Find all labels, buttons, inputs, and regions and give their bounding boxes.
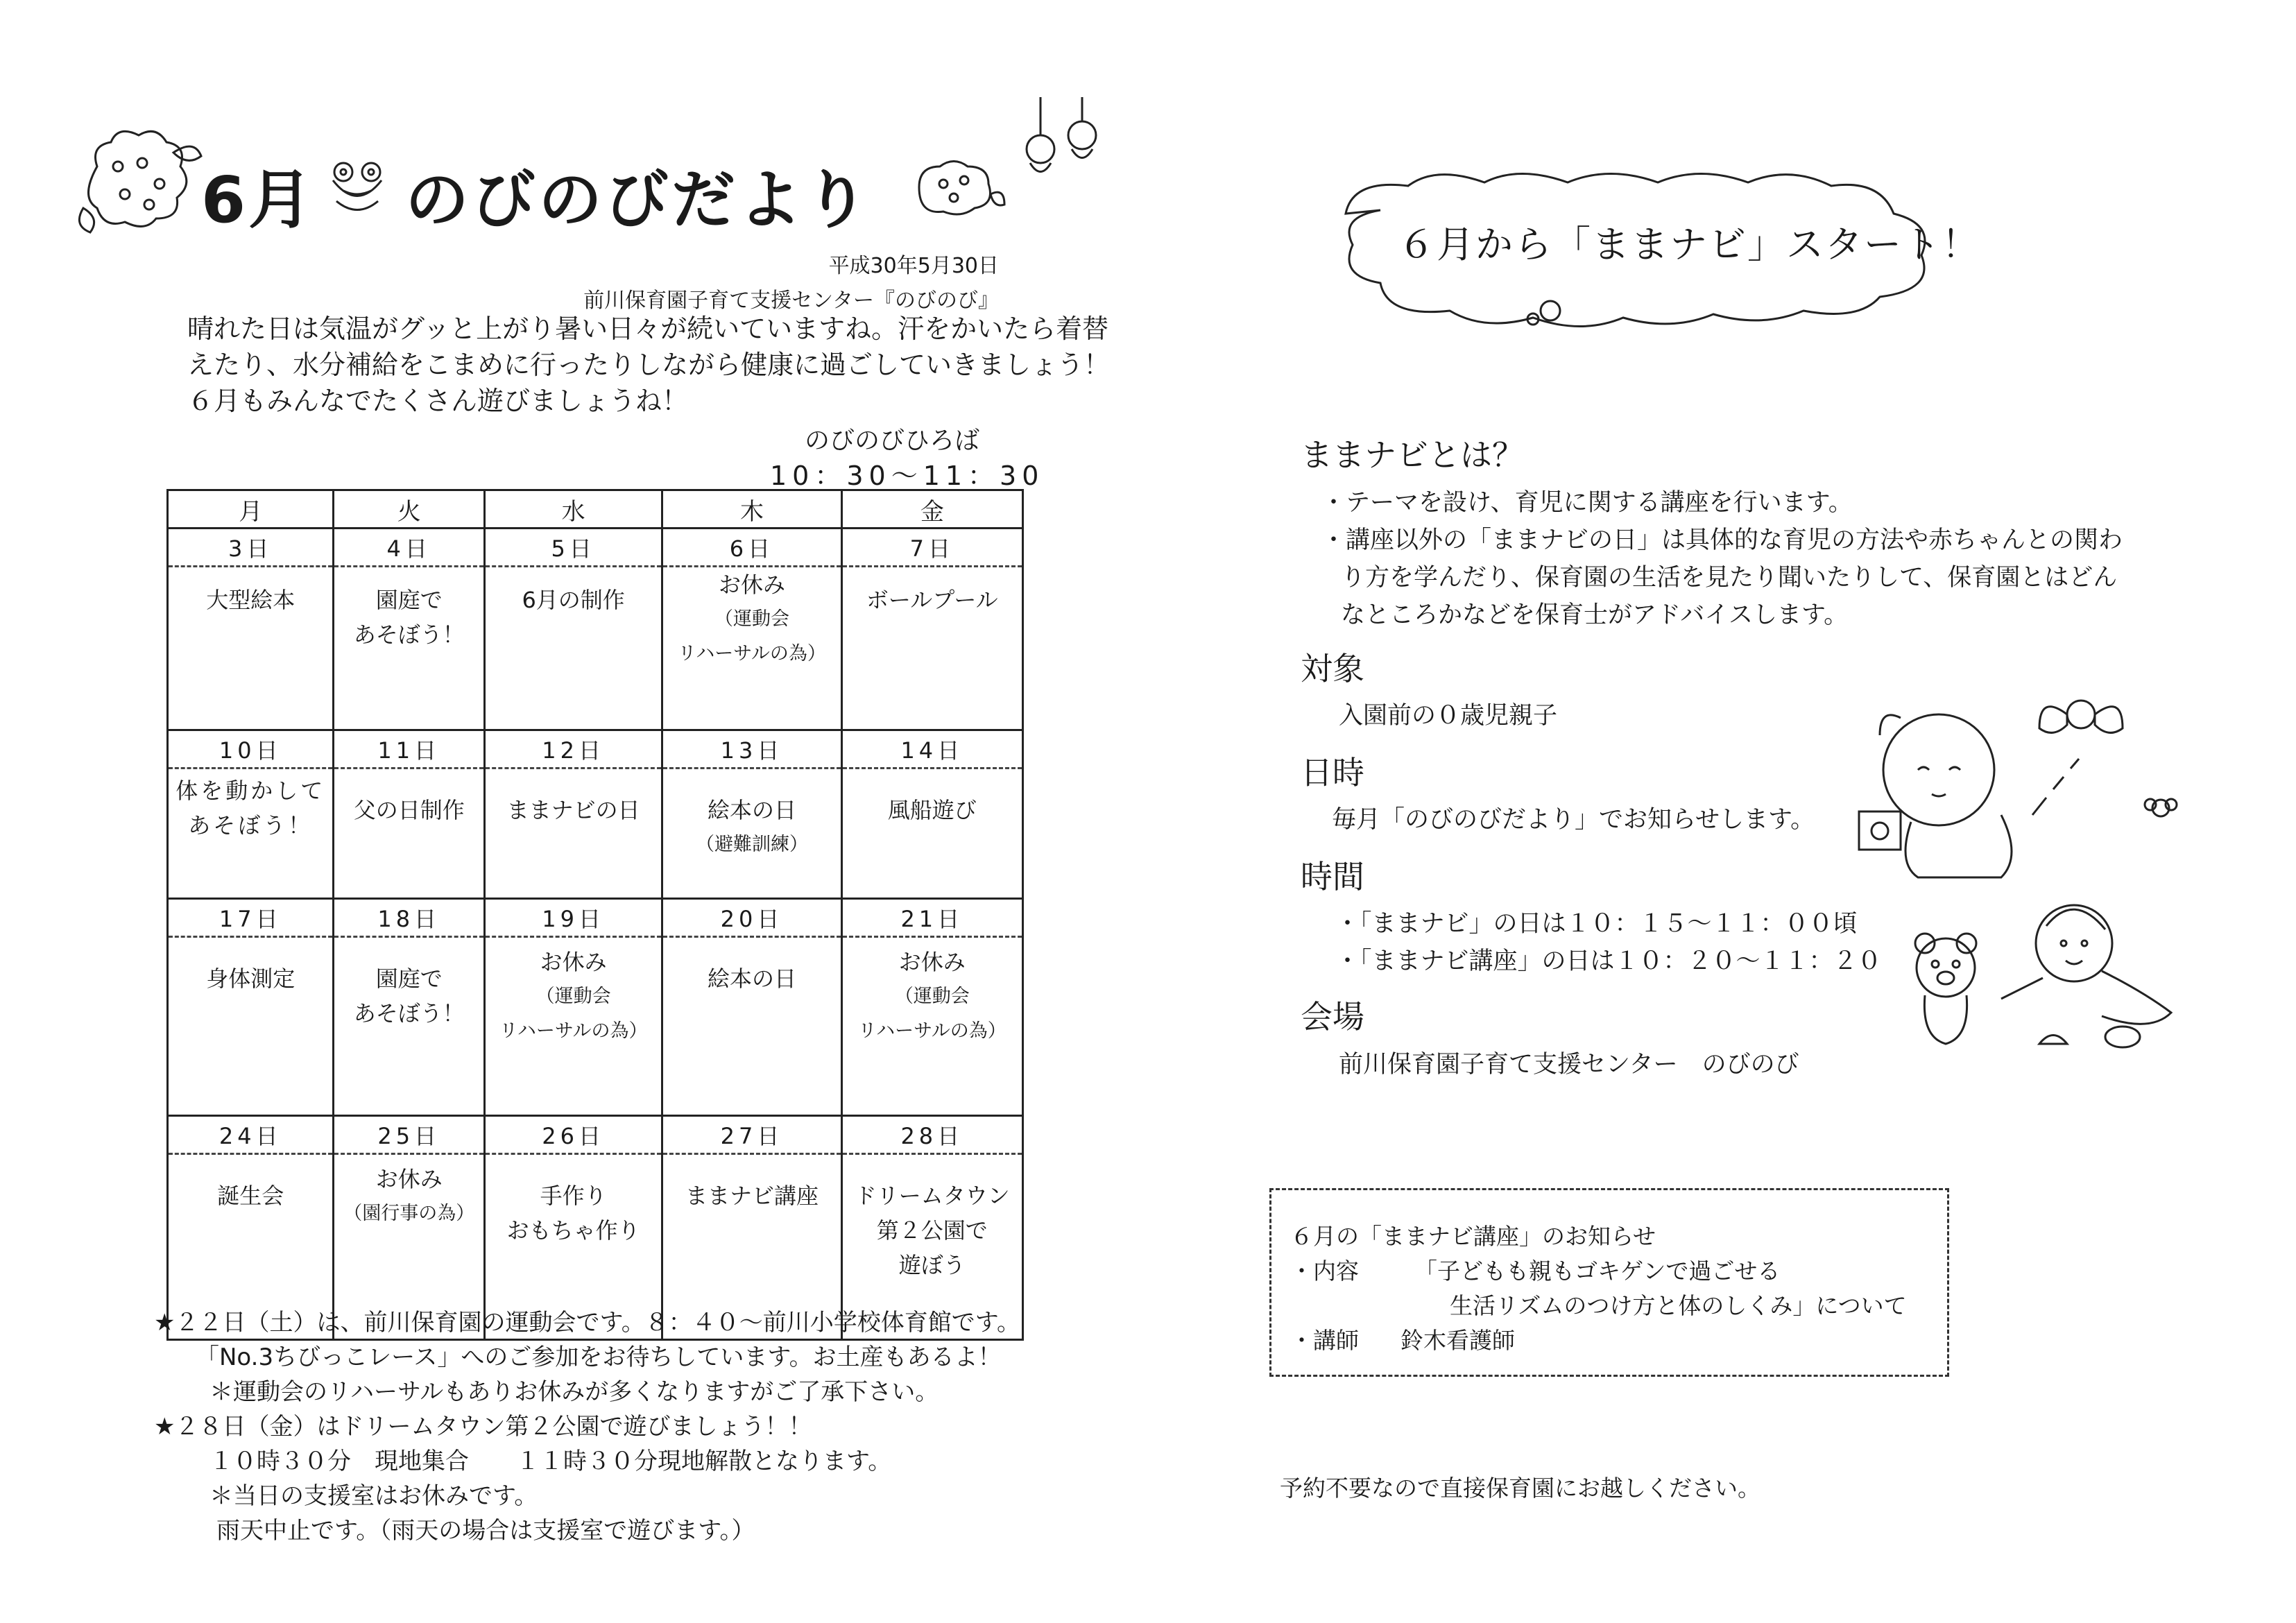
activity-cell [484, 937, 662, 1116]
activity-cell [484, 768, 662, 899]
what-description [1321, 484, 2123, 634]
intro-line: ６月もみんなでたくさん遊びましょうね！ [187, 386, 689, 416]
organization-name: 前川保育園子育て支援センター『のびのび』 [583, 289, 999, 313]
time-line: ・「ままナビ」の日は１０：１５～１１：００頃 [1335, 910, 1858, 938]
note-line: 雨天中止です。（雨天の場合は支援室で遊びます。） [216, 1517, 755, 1545]
activity-text: あそぼう！ [188, 812, 314, 839]
notice-lecturer-label: ・講師 [1290, 1327, 1359, 1354]
time-line: ・「ままナビ講座」の日は１０：２０～１１：２０ [1335, 947, 1882, 975]
hydrangea-flower-icon [76, 125, 201, 243]
activity-cell [168, 567, 334, 730]
date-cell: 10日 [168, 730, 334, 768]
target-heading: 対象 [1301, 650, 1364, 687]
date-cell: 12日 [484, 730, 662, 768]
activity-row [168, 768, 1023, 899]
hydrangea-flower-icon [909, 156, 1006, 218]
activity-text: 第２公園で [876, 1217, 988, 1244]
activity-cell [484, 567, 662, 730]
notice-content-text: 生活リズムのつけ方と体のしくみ」について [1450, 1292, 1907, 1319]
date-row [168, 899, 1023, 937]
activity-text: お休み [375, 1166, 443, 1192]
date-cell: 14日 [841, 730, 1022, 768]
date-cell: 18日 [334, 899, 485, 937]
date-cell: 21日 [841, 899, 1022, 937]
notice-content-row [1290, 1254, 1907, 1289]
notice-lecturer: 鈴木看護師 [1400, 1327, 1515, 1354]
venue-text: 前川保育園子育て支援センター のびのび [1339, 1051, 1799, 1079]
date-cell: 11日 [334, 730, 485, 768]
weekday-header: 木 [662, 490, 841, 529]
footer-note: 予約不要なので直接保育園にお越しください。 [1280, 1475, 1760, 1502]
time-heading: 時間 [1301, 858, 1364, 895]
activity-note: （園行事の為） [343, 1203, 475, 1224]
activity-text: あそぼう！ [353, 1000, 465, 1027]
activity-note: リハーサルの為） [857, 1020, 1006, 1042]
activity-text: お休み [718, 572, 785, 598]
activity-cell [168, 768, 334, 899]
note-line: ★２２日（土）は、前川保育園の運動会です。８：４０～前川小学校体育館です。 [154, 1309, 1021, 1337]
activity-note: （運動会 [536, 986, 611, 1007]
weekday-header-row [168, 490, 1023, 529]
activity-row [168, 937, 1023, 1116]
activity-text: ドリームタウン [854, 1183, 1010, 1209]
activity-cell [662, 567, 841, 730]
activity-cell [334, 768, 485, 899]
hiroba-name: のびのびひろば [805, 427, 980, 455]
date-cell: 4日 [334, 529, 485, 567]
activity-text: 体を動かして [175, 778, 326, 804]
schedule-heading: 日時 [1301, 754, 1364, 791]
activity-note: リハーサルの為） [499, 1020, 648, 1042]
date-cell: 25日 [334, 1116, 485, 1154]
activity-note: （運動会 [714, 608, 789, 630]
activity-text: 大型絵本 [206, 587, 295, 613]
activity-text: 6月の制作 [522, 587, 625, 613]
intro-paragraph [187, 311, 1111, 419]
what-line: ・テーマを設け、育児に関する講座を行います。 [1321, 489, 1853, 517]
what-line: なところかなどを保育士がアドバイスします。 [1341, 601, 1849, 629]
date-cell: 5日 [484, 529, 662, 567]
note-line: 「No.3ちびっこレース」へのご参加をお待ちしています。お土産もあるよ！ [196, 1343, 1002, 1371]
activity-text: 遊ぼう [898, 1252, 966, 1278]
date-cell: 13日 [662, 730, 841, 768]
notice-content-text: 「子どもも親もゴキゲンで過ごせる [1414, 1257, 1781, 1285]
schedule-calendar [166, 489, 1024, 1341]
activity-text: 誕生会 [217, 1183, 284, 1209]
activity-text: 父の日制作 [353, 797, 465, 823]
weekday-header: 水 [484, 490, 662, 529]
activity-text: 絵本の日 [707, 797, 796, 823]
activity-cell [168, 937, 334, 1116]
date-cell: 7日 [841, 529, 1022, 567]
date-cell: 24日 [168, 1116, 334, 1154]
baby-with-blocks-illustration [1845, 694, 2185, 888]
activity-note: リハーサルの為） [678, 643, 826, 664]
intro-line: 晴れた日は気温がグッと上がり暑い日々が続いていますね。汗をかいたら着替 [187, 314, 1109, 344]
date-cell: 28日 [841, 1116, 1022, 1154]
date-cell: 26日 [484, 1116, 662, 1154]
date-cell: 6日 [662, 529, 841, 567]
activity-row [168, 567, 1023, 730]
activity-text: 手作り [540, 1183, 607, 1209]
activity-note: （運動会 [894, 986, 970, 1007]
weekday-header: 金 [841, 490, 1022, 529]
date-row [168, 730, 1023, 768]
venue-heading: 会場 [1301, 998, 1364, 1036]
activity-text: 園庭で [375, 965, 443, 992]
schedule-text: 毎月「のびのびだより」でお知らせします。 [1332, 806, 1815, 834]
notice-lecturer-row [1290, 1323, 1907, 1358]
note-line: ＊運動会のリハーサルもありお休みが多くなりますがご了承下さい。 [209, 1378, 939, 1406]
date-cell: 19日 [484, 899, 662, 937]
what-heading: ままナビとは？ [1301, 436, 1524, 474]
issue-date: 平成30年5月30日 [828, 254, 999, 278]
activity-text: おもちゃ作り [506, 1217, 640, 1244]
date-cell: 27日 [662, 1116, 841, 1154]
activity-text: あそぼう！ [353, 621, 465, 648]
weekday-header: 月 [168, 490, 334, 529]
activity-cell [334, 567, 485, 730]
title-main: のびのびだより [405, 163, 872, 237]
what-line: り方を学んだり、保育園の生活を見たり聞いたりして、保育園とはどん [1341, 564, 2118, 592]
activity-note: （避難訓練） [695, 834, 808, 855]
date-cell: 3日 [168, 529, 334, 567]
date-cell: 17日 [168, 899, 334, 937]
time-details [1335, 905, 1882, 980]
activity-text: お休み [898, 949, 966, 975]
note-line: ＊当日の支援室はお休みです。 [209, 1482, 538, 1510]
activity-text: お休み [540, 949, 607, 975]
activity-cell [662, 768, 841, 899]
what-line: ・講座以外の「ままナビの日」は具体的な育児の方法や赤ちゃんとの関わ [1321, 526, 2123, 554]
notice-title: ６月の「ままナビ講座」のお知らせ [1290, 1223, 1656, 1250]
note-line: １０時３０分 現地集合 １１時３０分現地解散となります。 [209, 1448, 892, 1475]
notice-content [1290, 1219, 1907, 1358]
activity-text: 園庭で [375, 587, 443, 613]
newsletter-title [201, 149, 871, 241]
activity-text: 風船遊び [887, 797, 977, 823]
intro-line: えたり、水分補給をこまめに行ったりしながら健康に過ごしていきましょう！ [187, 350, 1111, 380]
activity-text: ボールプール [866, 587, 998, 613]
activity-text: 絵本の日 [707, 965, 796, 992]
activity-cell [841, 768, 1022, 899]
notice-content-label: ・内容 [1290, 1257, 1359, 1285]
title-month: 6月 [201, 163, 316, 237]
baby-with-teddy-bear-illustration [1914, 902, 2178, 1068]
activity-text: 身体測定 [206, 965, 295, 992]
event-notes [154, 1305, 1020, 1548]
date-row [168, 1116, 1023, 1154]
activity-cell [334, 937, 485, 1116]
target-text: 入園前の０歳児親子 [1339, 702, 1558, 730]
activity-cell [841, 567, 1022, 730]
activity-cell [662, 937, 841, 1116]
mamanavi-banner: ６月から「ままナビ」スタート！ [1398, 223, 1980, 266]
activity-cell [841, 937, 1022, 1116]
weekday-header: 火 [334, 490, 485, 529]
note-line: ★２８日（金）はドリームタウン第２公園で遊びましょう！！ [154, 1413, 812, 1441]
date-cell: 20日 [662, 899, 841, 937]
hiroba-time: 10：30～11：30 [770, 461, 1045, 491]
activity-text: ままナビ講座 [685, 1183, 819, 1209]
activity-text: ままナビの日 [506, 797, 640, 823]
date-row [168, 529, 1023, 567]
teru-teru-bozu-icon [1013, 97, 1110, 201]
